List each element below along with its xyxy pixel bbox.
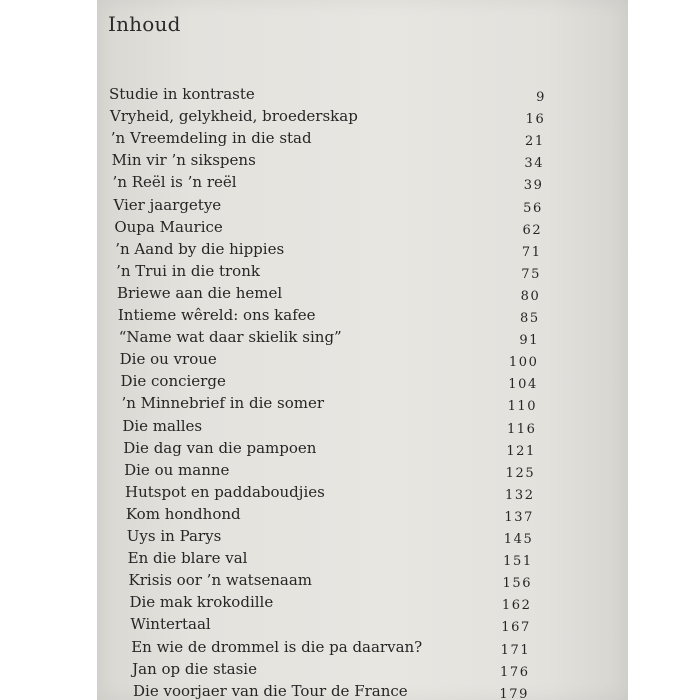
- toc-entry: [97, 129, 628, 151]
- toc-entry-title: Vryheid, gelykheid, broederskap: [109, 107, 358, 126]
- toc-entry-title: ’n Vreemdeling in die stad: [110, 129, 312, 148]
- toc-entry-title: Die concierge: [120, 372, 226, 391]
- toc-entry: [97, 151, 628, 173]
- toc-entry: [97, 615, 628, 637]
- toc-entry-page-number: 167: [501, 620, 531, 636]
- toc-entry: [97, 571, 628, 593]
- toc-entry: [97, 549, 628, 571]
- toc-entry-page-number: 16: [525, 112, 546, 128]
- toc-entry-title: Intieme wêreld: ons kafee: [117, 306, 316, 324]
- toc-entry-page-number: 85: [519, 311, 540, 326]
- toc-entry-page-number: 56: [523, 200, 543, 216]
- toc-entry-page-number: 34: [524, 156, 545, 172]
- toc-entry-title: ’n Trui in die tronk: [116, 261, 260, 280]
- toc-entry: [97, 173, 628, 195]
- toc-entry-title: Wintertaal: [130, 615, 211, 634]
- toc-entry-page-number: 62: [522, 222, 543, 238]
- toc-entry-page-number: 39: [523, 178, 544, 194]
- toc-entry-page-number: 9: [536, 90, 546, 105]
- toc-entry-title: Studie in kontraste: [109, 85, 255, 103]
- toc-entry-page-number: 91: [519, 333, 540, 349]
- toc-entry: [97, 660, 628, 682]
- toc-entry: [97, 527, 628, 549]
- toc-entry-page-number: 137: [504, 509, 535, 525]
- toc-entry-title: ’n Reël is ’n reël: [112, 173, 237, 192]
- toc-entry: [97, 284, 628, 306]
- toc-entry-title: Die ou manne: [124, 460, 230, 479]
- toc-entry-page-number: 162: [501, 598, 532, 614]
- toc-entry: [97, 85, 628, 107]
- toc-entry: [97, 306, 628, 328]
- toc-entry-title: Min vir ’n sikspens: [111, 151, 256, 170]
- toc-entry-page-number: 100: [508, 355, 539, 371]
- toc-entry-page-number: 171: [500, 642, 531, 658]
- toc-entry-title: En die blare val: [127, 549, 248, 568]
- toc-entry-page-number: 116: [506, 421, 537, 437]
- toc-entry-title: Uys in Parys: [126, 527, 222, 545]
- toc-entry: [97, 505, 628, 527]
- toc-entry-title: Die malles: [122, 416, 203, 435]
- toc-entry-title: Krisis oor ’n watsenaam: [128, 571, 313, 590]
- toc-entry: [97, 218, 628, 240]
- toc-entry: [97, 483, 628, 505]
- toc-entry-page-number: 104: [508, 377, 538, 393]
- toc-entry: [97, 439, 628, 461]
- toc-entry-title: ’n Aand by die hippies: [115, 239, 285, 258]
- toc-entry: [97, 417, 628, 439]
- toc-entry: [97, 461, 628, 483]
- toc-entry-page-number: 80: [520, 288, 541, 304]
- toc-entry-page-number: 145: [503, 532, 534, 547]
- toc-entry-title: Die dag van die pampoen: [123, 438, 317, 457]
- toc-entry-title: Hutspot en paddaboudjies: [125, 482, 325, 501]
- toc-entry-page-number: 156: [502, 576, 533, 592]
- table-of-contents: [97, 0, 628, 700]
- toc-entry: [97, 350, 628, 372]
- toc-entry-title: Vier jaargetye: [113, 195, 222, 214]
- toc-entry-title: Die ou vroue: [119, 350, 217, 369]
- toc-entry-title: “Name wat daar skielik sing”: [118, 328, 342, 347]
- toc-entry-title: En wie de drommel is die pa daarvan?: [131, 637, 423, 656]
- toc-entry-title: Briewe aan die hemel: [117, 283, 283, 302]
- toc-entry-page-number: 151: [503, 554, 533, 570]
- toc-entry: [97, 372, 628, 394]
- toc-entry-page-number: 110: [507, 399, 538, 415]
- toc-entry: [97, 394, 628, 416]
- toc-entry: [97, 240, 628, 262]
- toc-entry: [97, 638, 628, 660]
- toc-entry-page-number: 179: [499, 686, 529, 700]
- toc-entry: [97, 328, 628, 350]
- toc-entry: [97, 107, 628, 129]
- toc-entry-page-number: 75: [521, 266, 541, 282]
- toc-entry-title: Die mak krokodille: [129, 593, 274, 612]
- toc-entry: [97, 682, 628, 700]
- toc-entry: [97, 196, 628, 218]
- toc-entry-page-number: 132: [505, 487, 535, 503]
- toc-entry-title: Oupa Maurice: [114, 217, 223, 236]
- toc-entry: [97, 262, 628, 284]
- toc-entry-title: Jan op die stasie: [132, 659, 257, 678]
- toc-entry-title: ’n Minnebrief in die somer: [121, 394, 325, 413]
- toc-entry: [97, 593, 628, 615]
- toc-entry-page-number: 21: [525, 134, 545, 150]
- toc-entry-page-number: 125: [505, 465, 536, 481]
- book-page: [97, 0, 628, 700]
- toc-entry-page-number: 176: [500, 664, 530, 680]
- page-title: Inhoud: [108, 12, 181, 36]
- toc-entry-page-number: 121: [506, 443, 536, 459]
- toc-entry-title: Die voorjaer van die Tour de France: [133, 681, 408, 700]
- toc-entry-page-number: 71: [521, 244, 542, 260]
- toc-entry-title: Kom hondhond: [125, 504, 241, 523]
